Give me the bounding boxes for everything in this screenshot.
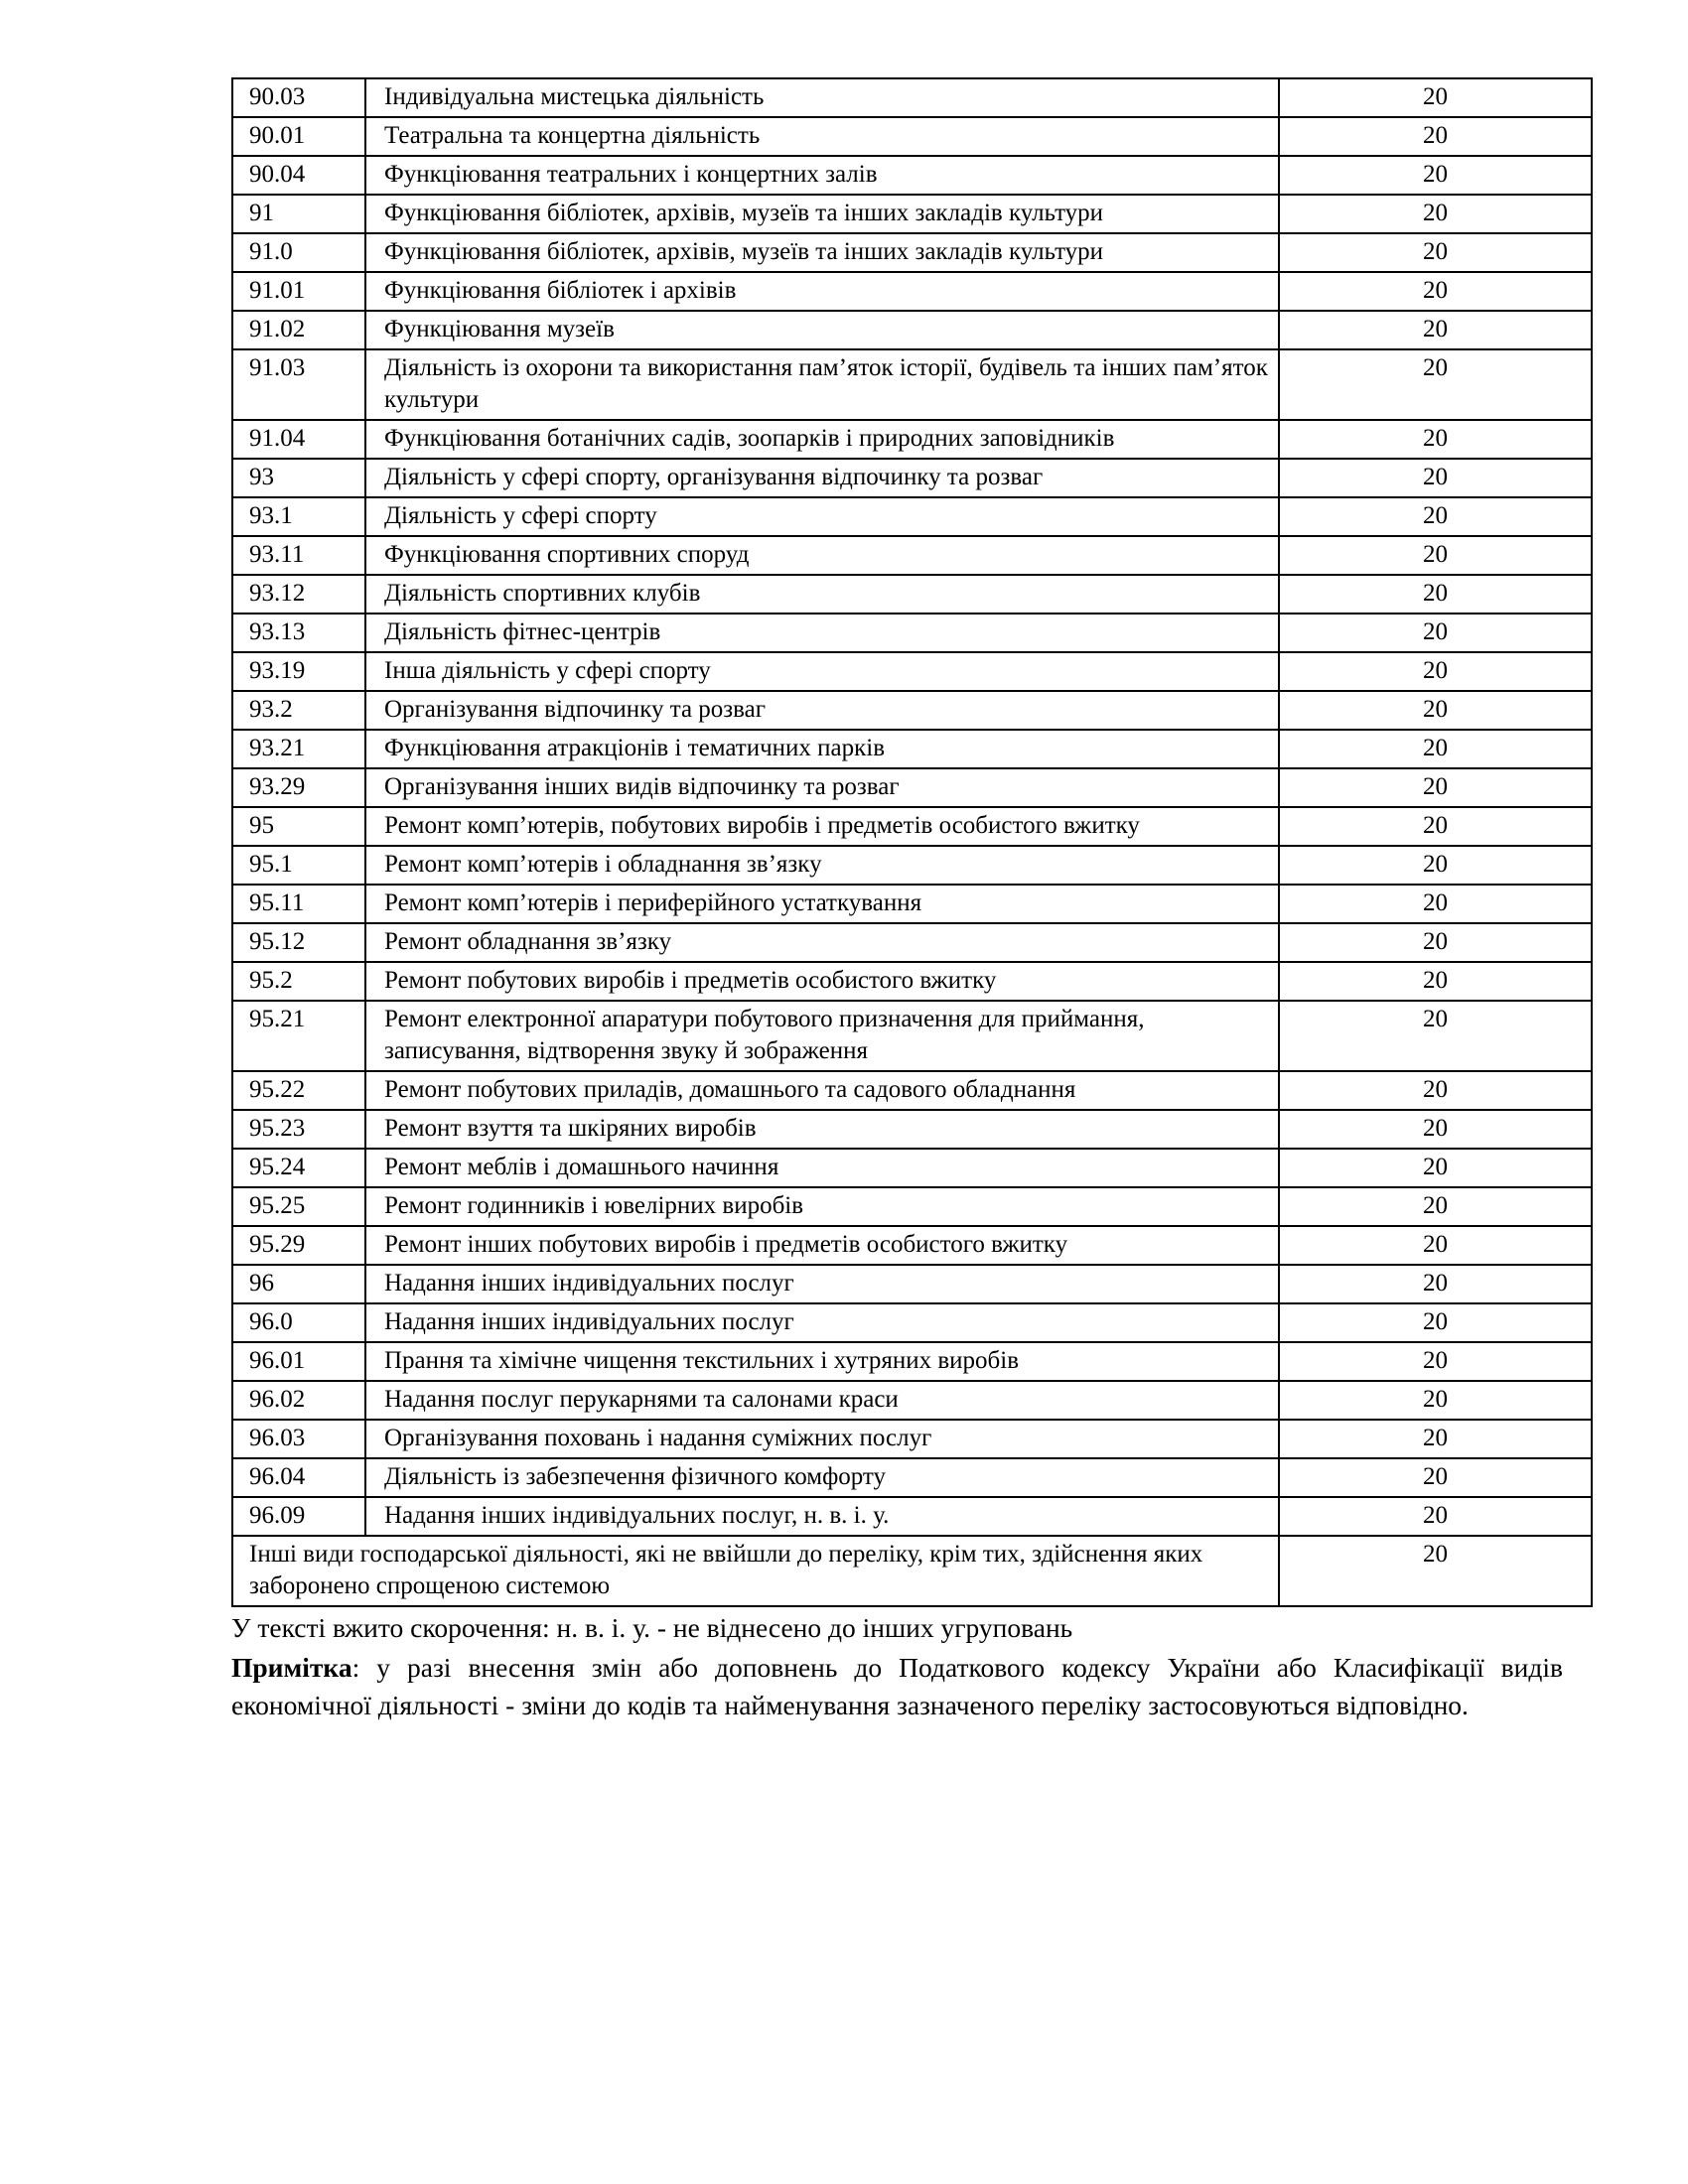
name-cell: Індивідуальна мистецька діяльність <box>365 78 1279 117</box>
rate-cell: 20 <box>1279 233 1592 272</box>
code-cell: 91.02 <box>232 311 365 349</box>
table-row <box>232 1187 1592 1226</box>
rate-cell: 20 <box>1279 349 1592 420</box>
table-body <box>232 78 1592 1536</box>
name-cell: Ремонт електронної апаратури побутового призначення для приймання, записування, відтворення звуку й зображення <box>365 1001 1279 1071</box>
code-cell: 95.24 <box>232 1149 365 1187</box>
rate-cell: 20 <box>1279 420 1592 459</box>
table-row <box>232 1001 1592 1071</box>
rate-cell: 20 <box>1279 652 1592 691</box>
rate-cell: 20 <box>1279 962 1592 1001</box>
rate-cell: 20 <box>1279 1265 1592 1303</box>
code-cell: 91.04 <box>232 420 365 459</box>
code-cell: 96.03 <box>232 1420 365 1458</box>
table-row <box>232 1497 1592 1536</box>
table-row <box>232 846 1592 885</box>
name-cell: Функціювання бібліотек і архівів <box>365 272 1279 311</box>
rate-cell: 20 <box>1279 1420 1592 1458</box>
name-cell: Функціювання бібліотек, архівів, музеїв та інших закладів культури <box>365 195 1279 233</box>
abbreviation-note: У тексті вжито скорочення: н. в. і. у. - не віднесено до інших угруповань <box>231 1612 1073 1643</box>
rate-cell: 20 <box>1279 1187 1592 1226</box>
name-cell: Ремонт годинників і ювелірних виробів <box>365 1187 1279 1226</box>
rate-cell: 20 <box>1279 78 1592 117</box>
rate-cell: 20 <box>1279 459 1592 497</box>
table-row <box>232 1110 1592 1149</box>
name-cell: Функціювання ботанічних садів, зоопарків і природних заповідників <box>365 420 1279 459</box>
table-row <box>232 962 1592 1001</box>
table-row-other-activities <box>232 1536 1592 1606</box>
name-cell: Функціювання бібліотек, архівів, музеїв та інших закладів культури <box>365 233 1279 272</box>
rate-cell: 20 <box>1279 730 1592 768</box>
table-row <box>232 272 1592 311</box>
table-row <box>232 195 1592 233</box>
rate-cell: 20 <box>1279 1536 1592 1606</box>
code-cell: 93.2 <box>232 691 365 730</box>
document-footer <box>231 1609 1591 1724</box>
code-cell: 95.25 <box>232 1187 365 1226</box>
rate-cell: 20 <box>1279 1458 1592 1497</box>
table-row <box>232 768 1592 807</box>
name-cell: Функціювання театральних і концертних залів <box>365 156 1279 195</box>
table-row <box>232 1226 1592 1265</box>
table-row <box>232 1303 1592 1342</box>
name-cell: Діяльність із забезпечення фізичного комфорту <box>365 1458 1279 1497</box>
code-cell: 95 <box>232 807 365 846</box>
code-cell: 90.01 <box>232 117 365 156</box>
name-cell: Організування відпочинку та розваг <box>365 691 1279 730</box>
rate-cell: 20 <box>1279 575 1592 614</box>
code-cell: 93.11 <box>232 536 365 575</box>
name-cell: Функціювання атракціонів і тематичних парків <box>365 730 1279 768</box>
table-row <box>232 1342 1592 1381</box>
name-cell: Діяльність у сфері спорту <box>365 497 1279 536</box>
rate-cell: 20 <box>1279 923 1592 962</box>
rate-cell: 20 <box>1279 497 1592 536</box>
note-paragraph <box>231 1649 1563 1724</box>
table-last-row-group <box>232 1536 1592 1606</box>
code-cell: 96.0 <box>232 1303 365 1342</box>
table-row <box>232 311 1592 349</box>
name-cell: Надання інших індивідуальних послуг <box>365 1265 1279 1303</box>
code-cell: 90.04 <box>232 156 365 195</box>
name-cell: Театральна та концертна діяльність <box>365 117 1279 156</box>
name-cell: Інша діяльність у сфері спорту <box>365 652 1279 691</box>
name-cell: Надання інших індивідуальних послуг, н. в. і. у. <box>365 1497 1279 1536</box>
table-row <box>232 807 1592 846</box>
table-row <box>232 420 1592 459</box>
rate-cell: 20 <box>1279 1226 1592 1265</box>
name-cell: Ремонт побутових виробів і предметів особистого вжитку <box>365 962 1279 1001</box>
code-cell: 91.03 <box>232 349 365 420</box>
note-text: : у разі внесення змін або доповнень до Податкового кодексу України або Класифікації видів економічної діяльності - зміни до кодів та найменування зазначеного переліку застосовуються відповідно. <box>231 1652 1563 1720</box>
code-cell: 95.29 <box>232 1226 365 1265</box>
rate-cell: 20 <box>1279 117 1592 156</box>
name-cell: Функціювання спортивних споруд <box>365 536 1279 575</box>
code-cell: 93.1 <box>232 497 365 536</box>
name-cell: Ремонт інших побутових виробів і предметів особистого вжитку <box>365 1226 1279 1265</box>
table-row <box>232 233 1592 272</box>
rate-cell: 20 <box>1279 195 1592 233</box>
table-row <box>232 1381 1592 1420</box>
rate-cell: 20 <box>1279 807 1592 846</box>
table-row <box>232 923 1592 962</box>
rate-cell: 20 <box>1279 311 1592 349</box>
code-cell: 95.22 <box>232 1071 365 1110</box>
table-row <box>232 885 1592 923</box>
table-row <box>232 614 1592 652</box>
code-cell: 95.11 <box>232 885 365 923</box>
code-cell: 91.0 <box>232 233 365 272</box>
code-cell: 93.12 <box>232 575 365 614</box>
table-row <box>232 652 1592 691</box>
name-cell: Ремонт побутових приладів, домашнього та садового обладнання <box>365 1071 1279 1110</box>
rate-cell: 20 <box>1279 846 1592 885</box>
code-cell: 93.21 <box>232 730 365 768</box>
code-cell: 96.01 <box>232 1342 365 1381</box>
rate-cell: 20 <box>1279 536 1592 575</box>
name-cell: Організування поховань і надання суміжних послуг <box>365 1420 1279 1458</box>
table-row <box>232 691 1592 730</box>
code-cell: 95.2 <box>232 962 365 1001</box>
table-row <box>232 497 1592 536</box>
table-row <box>232 1458 1592 1497</box>
table-row <box>232 1265 1592 1303</box>
table-row <box>232 1071 1592 1110</box>
code-cell: 90.03 <box>232 78 365 117</box>
rate-cell: 20 <box>1279 691 1592 730</box>
name-cell: Діяльність спортивних клубів <box>365 575 1279 614</box>
code-cell: 96.09 <box>232 1497 365 1536</box>
code-cell: 91 <box>232 195 365 233</box>
rate-cell: 20 <box>1279 1497 1592 1536</box>
code-cell: 96.02 <box>232 1381 365 1420</box>
table-row <box>232 117 1592 156</box>
code-cell: 96 <box>232 1265 365 1303</box>
code-cell: 93.29 <box>232 768 365 807</box>
name-cell: Ремонт комп’ютерів і обладнання зв’язку <box>365 846 1279 885</box>
name-cell: Ремонт взуття та шкіряних виробів <box>365 1110 1279 1149</box>
table-row <box>232 459 1592 497</box>
code-cell: 93.19 <box>232 652 365 691</box>
rate-cell: 20 <box>1279 1110 1592 1149</box>
code-cell: 96.04 <box>232 1458 365 1497</box>
table-row <box>232 575 1592 614</box>
table-row <box>232 156 1592 195</box>
rate-cell: 20 <box>1279 768 1592 807</box>
name-cell: Організування інших видів відпочинку та розваг <box>365 768 1279 807</box>
rate-cell: 20 <box>1279 614 1592 652</box>
code-cell: 91.01 <box>232 272 365 311</box>
code-cell: 95.23 <box>232 1110 365 1149</box>
name-cell: Функціювання музеїв <box>365 311 1279 349</box>
table-row <box>232 730 1592 768</box>
rate-cell: 20 <box>1279 272 1592 311</box>
code-cell: 95.1 <box>232 846 365 885</box>
rate-cell: 20 <box>1279 1071 1592 1110</box>
name-cell: Надання послуг перукарнями та салонами краси <box>365 1381 1279 1420</box>
name-cell: Надання інших індивідуальних послуг <box>365 1303 1279 1342</box>
code-cell: 95.12 <box>232 923 365 962</box>
table-row <box>232 1420 1592 1458</box>
rate-cell: 20 <box>1279 1303 1592 1342</box>
rate-cell: 20 <box>1279 1342 1592 1381</box>
activity-codes-table <box>231 77 1593 1607</box>
code-cell: 93.13 <box>232 614 365 652</box>
rate-cell: 20 <box>1279 1001 1592 1071</box>
name-cell: Ремонт комп’ютерів і периферійного устаткування <box>365 885 1279 923</box>
name-cell: Ремонт меблів і домашнього начиння <box>365 1149 1279 1187</box>
other-activities-cell: Інші види господарської діяльності, які не ввійшли до переліку, крім тих, здійснення яких заборонено спрощеною системою <box>232 1536 1279 1606</box>
rate-cell: 20 <box>1279 885 1592 923</box>
name-cell: Прання та хімічне чищення текстильних і хутряних виробів <box>365 1342 1279 1381</box>
table-row <box>232 349 1592 420</box>
name-cell: Діяльність у сфері спорту, організування відпочинку та розваг <box>365 459 1279 497</box>
rate-cell: 20 <box>1279 1381 1592 1420</box>
note-label: Примітка <box>231 1652 352 1683</box>
table-row <box>232 1149 1592 1187</box>
table-row <box>232 78 1592 117</box>
code-cell: 93 <box>232 459 365 497</box>
name-cell: Ремонт комп’ютерів, побутових виробів і предметів особистого вжитку <box>365 807 1279 846</box>
name-cell: Ремонт обладнання зв’язку <box>365 923 1279 962</box>
document-page <box>231 77 1591 1724</box>
table-row <box>232 536 1592 575</box>
name-cell: Діяльність із охорони та використання пам’яток історії, будівель та інших пам’яток культури <box>365 349 1279 420</box>
code-cell: 95.21 <box>232 1001 365 1071</box>
rate-cell: 20 <box>1279 1149 1592 1187</box>
rate-cell: 20 <box>1279 156 1592 195</box>
name-cell: Діяльність фітнес-центрів <box>365 614 1279 652</box>
